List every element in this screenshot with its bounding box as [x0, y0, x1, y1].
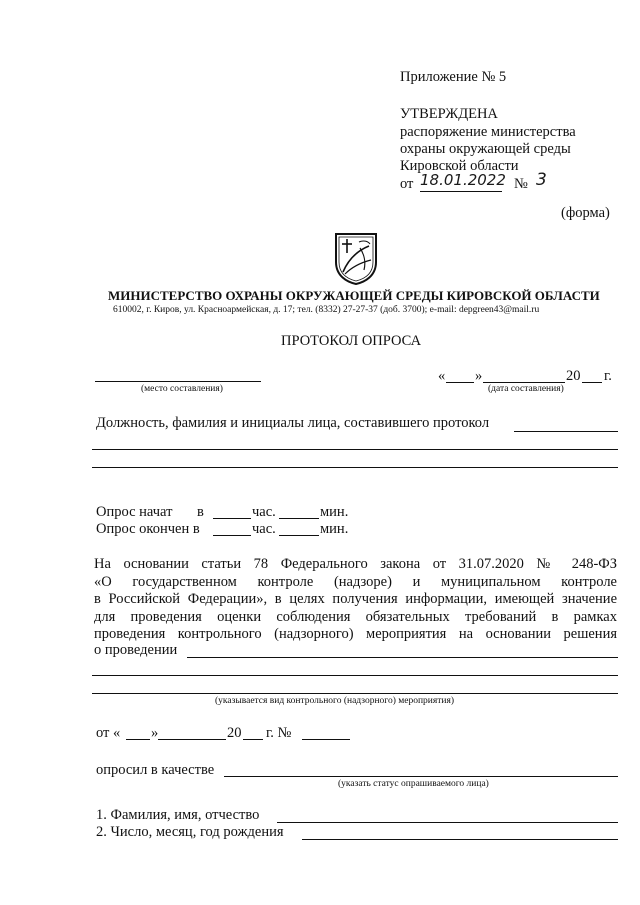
number-label: №	[514, 176, 528, 192]
date-day-field[interactable]	[446, 382, 474, 383]
status-field-line[interactable]	[224, 776, 618, 777]
basis-paragraph	[94, 556, 617, 644]
date-open-quote: «	[438, 368, 446, 384]
end-hours-label: час.	[252, 521, 276, 537]
approved-line-1: распоряжение министерства	[400, 124, 576, 140]
approved-line-2: охраны окружающей среды	[400, 141, 571, 157]
from-year-field[interactable]	[243, 739, 263, 740]
start-minutes-label: мин.	[320, 504, 349, 520]
decision-field-line-2[interactable]	[92, 675, 618, 676]
date-year-prefix: 20	[566, 368, 581, 384]
from-label: от	[400, 176, 414, 192]
from-number-field[interactable]	[302, 739, 350, 740]
end-minutes-field[interactable]	[279, 535, 319, 536]
date-underline	[420, 191, 502, 192]
from-prefix: от «	[96, 725, 121, 741]
start-hours-field[interactable]	[213, 518, 251, 519]
start-in-label: в	[197, 504, 204, 520]
date-year-suffix: г.	[604, 368, 612, 384]
event-caption: (указывается вид контрольного (надзорного) мероприятия)	[215, 696, 455, 706]
date-caption: (дата составления)	[488, 384, 564, 394]
org-name: МИНИСТЕРСТВО ОХРАНЫ ОКРУЖАЮЩЕЙ СРЕДЫ КИРОВСКОЙ ОБЛАСТИ	[108, 288, 600, 303]
basis-row: в Российской Федерации», в целях получения информации, имеющей значение	[94, 591, 617, 607]
basis-row: На основании статьи 78 Федерального закона от 31.07.2020 № 248-ФЗ	[94, 556, 617, 572]
start-label: Опрос начат	[96, 504, 173, 520]
handwritten-date: 18.01.2022	[420, 171, 506, 189]
event-type-field-line[interactable]	[92, 693, 618, 694]
author-field-line-2[interactable]	[92, 449, 618, 450]
approved-label: УТВЕРЖДЕНА	[400, 106, 498, 122]
place-caption: (место составления)	[141, 384, 223, 394]
page-title: ПРОТОКОЛ ОПРОСА	[281, 333, 422, 349]
from-number-label: г. №	[266, 725, 292, 741]
field-full-name-label: 1. Фамилия, имя, отчество	[96, 807, 260, 823]
org-address: 610002, г. Киров, ул. Красноармейская, д. 17; тел. (8332) 27-27-37 (доб. 3700); e-mail: depgreen43@mail.ru	[113, 305, 540, 315]
full-name-field[interactable]	[277, 822, 618, 823]
end-hours-field[interactable]	[213, 535, 251, 536]
place-field-line[interactable]	[95, 381, 261, 382]
birth-date-field[interactable]	[302, 839, 618, 840]
date-close-quote: »	[475, 368, 483, 384]
from-day-field[interactable]	[126, 739, 150, 740]
basis-last-label: о проведении	[94, 642, 178, 658]
author-field-line[interactable]	[514, 431, 618, 432]
basis-row: для проведения оценки соблюдения обязательных требований в рамках	[94, 608, 617, 625]
status-caption: (указать статус опрашиваемого лица)	[338, 779, 489, 789]
basis-row: проведения контрольного (надзорного) мероприятия на основании решения	[94, 626, 617, 642]
basis-row: «О государственном контроле (надзоре) и муниципальном контроле	[94, 573, 617, 590]
handwritten-number: 3	[536, 170, 547, 190]
decision-field-line[interactable]	[187, 657, 618, 658]
date-year-field[interactable]	[582, 382, 602, 383]
approved-line-3: Кировской области	[400, 158, 519, 174]
author-field-line-3[interactable]	[92, 467, 618, 468]
start-hours-label: час.	[252, 504, 276, 520]
start-minutes-field[interactable]	[279, 518, 319, 519]
from-year-prefix: 20	[227, 725, 242, 741]
form-note: (форма)	[561, 205, 610, 221]
appendix-label: Приложение № 5	[400, 69, 507, 85]
author-label: Должность, фамилия и инициалы лица, составившего протокол	[96, 415, 490, 431]
date-month-field[interactable]	[483, 382, 565, 383]
field-birth-date-label: 2. Число, месяц, год рождения	[96, 824, 284, 840]
end-label: Опрос окончен в	[96, 521, 200, 537]
from-month-field[interactable]	[158, 739, 226, 740]
end-minutes-label: мин.	[320, 521, 349, 537]
kirov-coat-of-arms-icon	[333, 232, 379, 286]
questioned-label: опросил в качестве	[96, 762, 215, 778]
from-close-quote: »	[151, 725, 159, 741]
